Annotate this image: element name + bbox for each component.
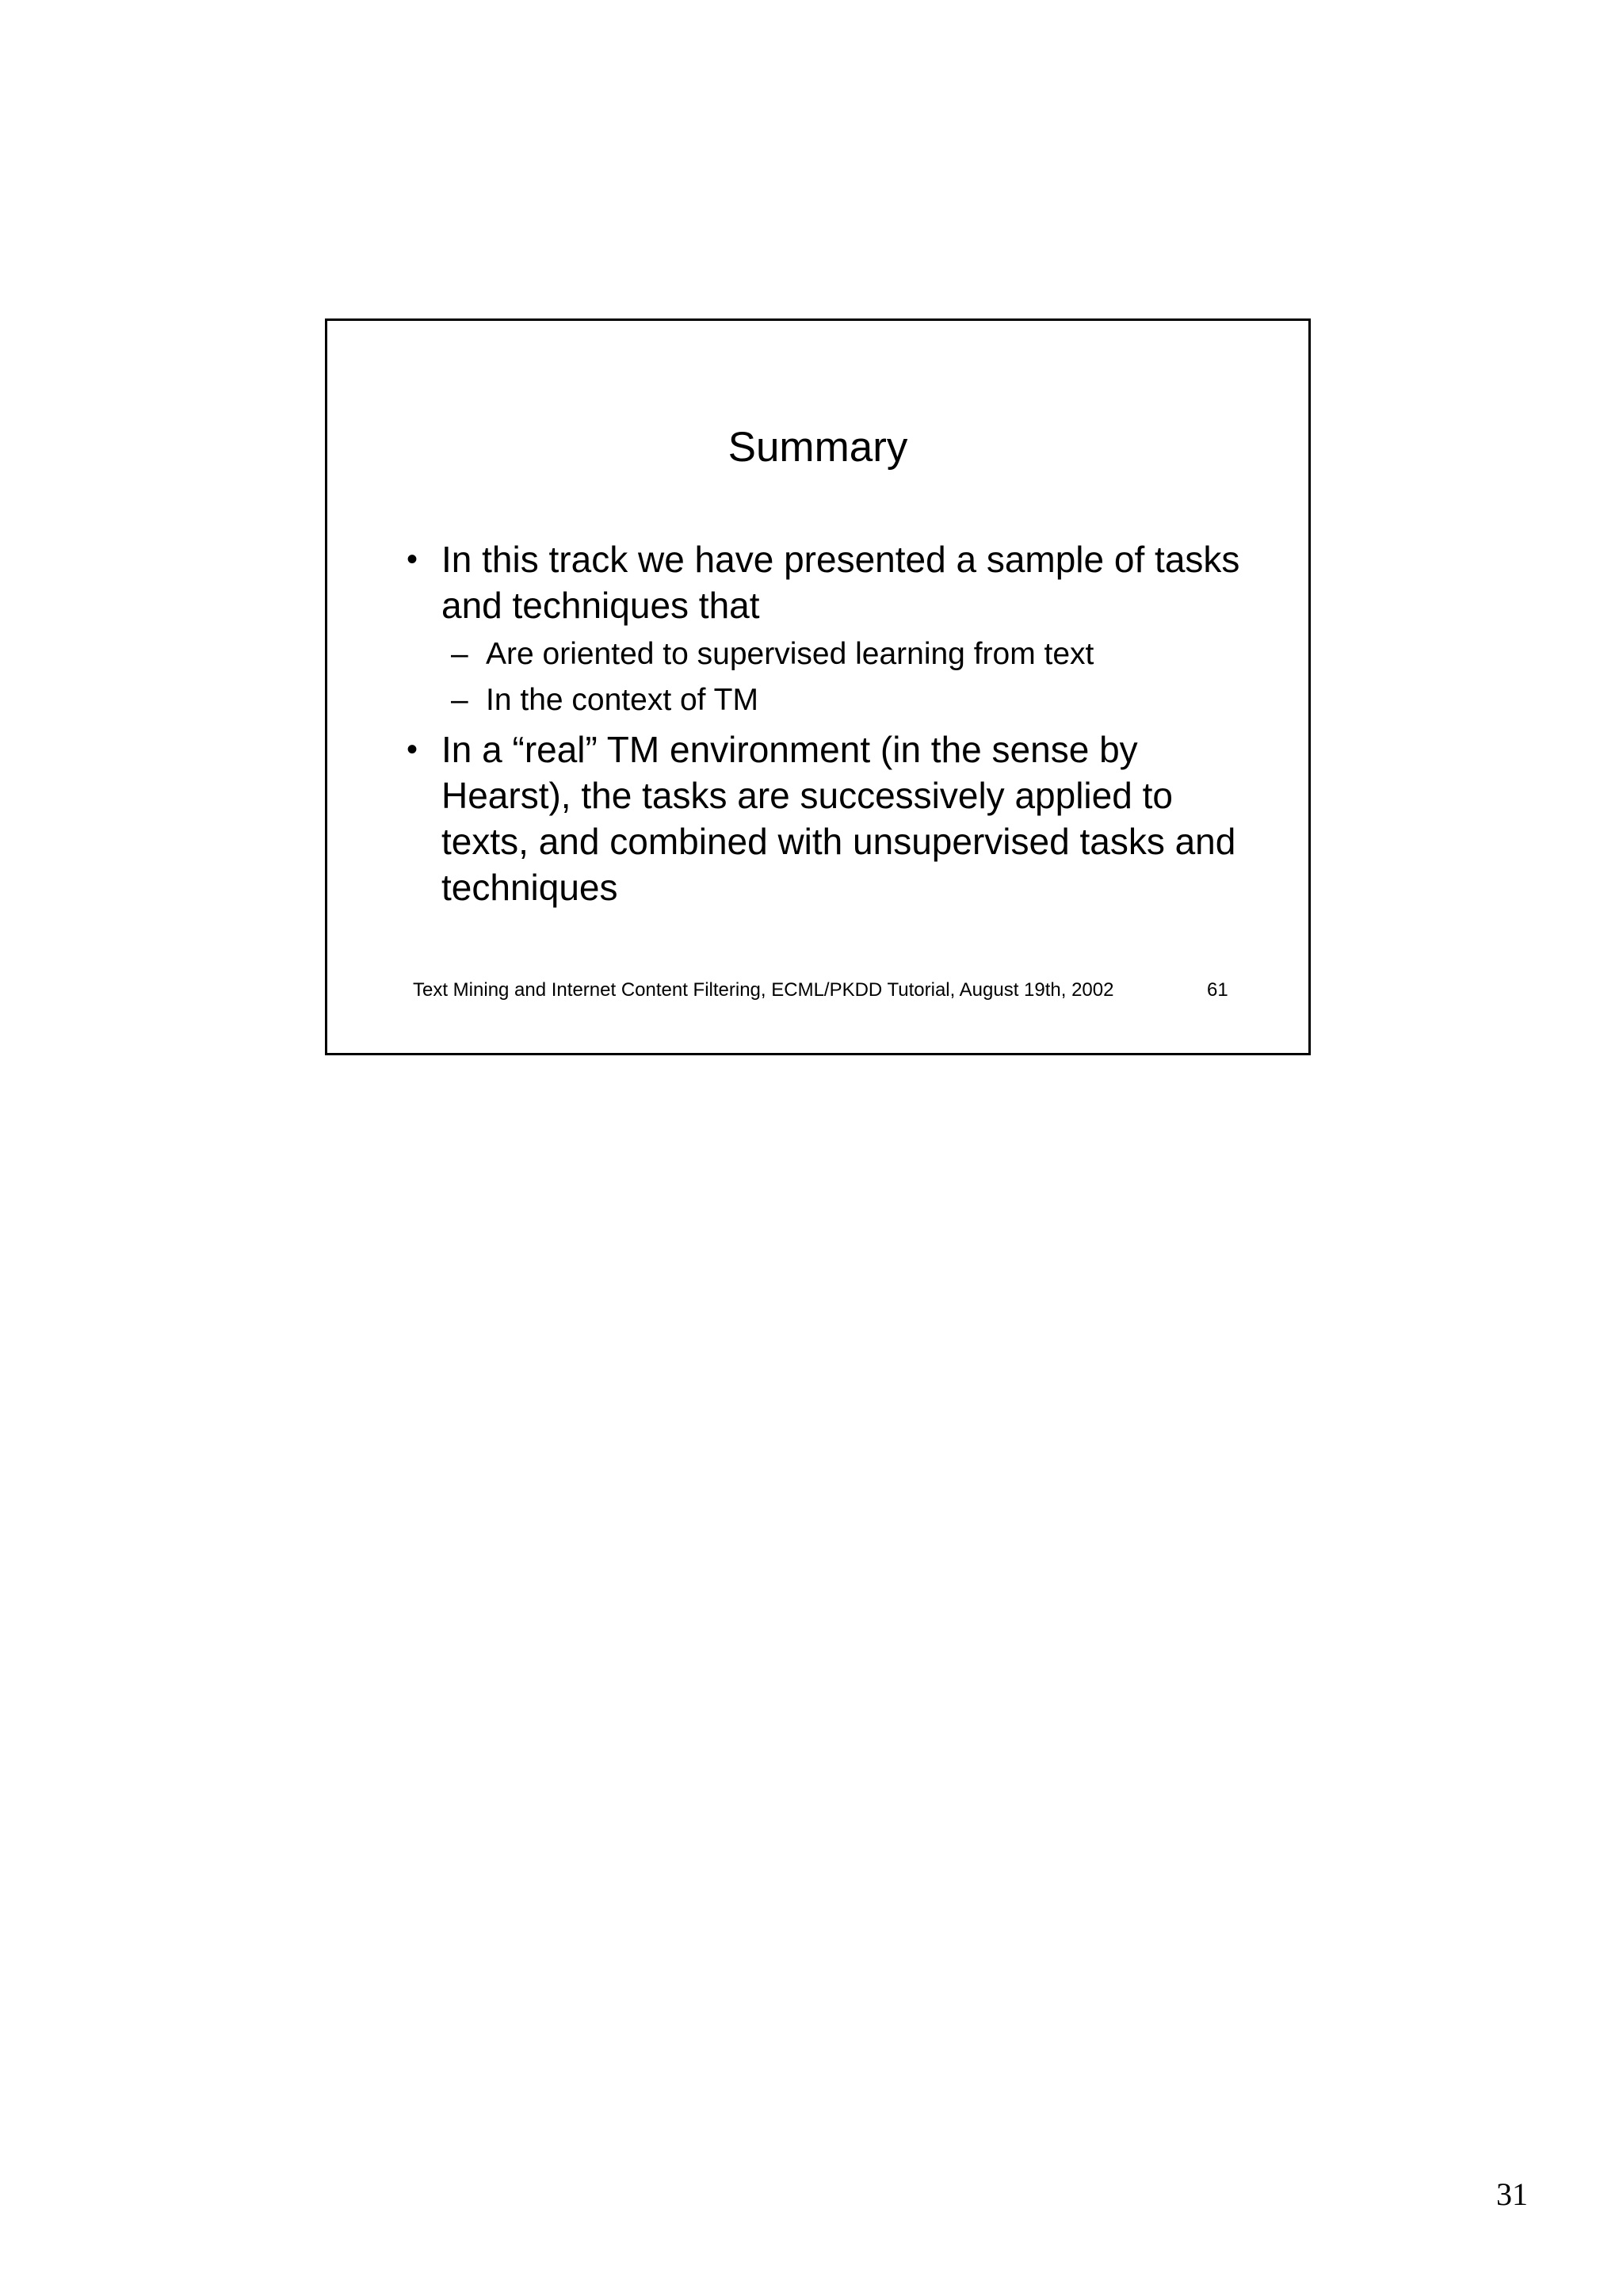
sub-bullet-list xyxy=(441,631,1262,723)
sub-bullet-text: Are oriented to supervised learning from text xyxy=(486,637,1094,671)
bullet-list xyxy=(407,536,1262,910)
page-number: 31 xyxy=(1496,2176,1528,2212)
slide-number: 61 xyxy=(1207,979,1228,1001)
slide-frame xyxy=(325,318,1311,1055)
bullet-text: In this track we have presented a sample of tasks and techniques that xyxy=(441,539,1240,626)
bullet-marker: • xyxy=(407,542,418,577)
bullet-marker: • xyxy=(407,732,418,767)
dash-marker: – xyxy=(451,683,468,717)
sub-bullet-item xyxy=(441,631,1262,677)
slide-footer: Text Mining and Internet Content Filtering, ECML/PKDD Tutorial, August 19th, 2002 xyxy=(413,979,1114,1001)
bullet-item xyxy=(407,727,1262,910)
bullet-item xyxy=(407,536,1262,723)
slide-title: Summary xyxy=(727,424,908,471)
bullet-text: In a “real” TM environment (in the sense by Hearst), the tasks are successively applied to texts, and combined with unsupervised tasks and techniques xyxy=(441,729,1236,908)
sub-bullet-text: In the context of TM xyxy=(486,683,758,717)
sub-bullet-item xyxy=(441,677,1262,723)
dash-marker: – xyxy=(451,637,468,671)
